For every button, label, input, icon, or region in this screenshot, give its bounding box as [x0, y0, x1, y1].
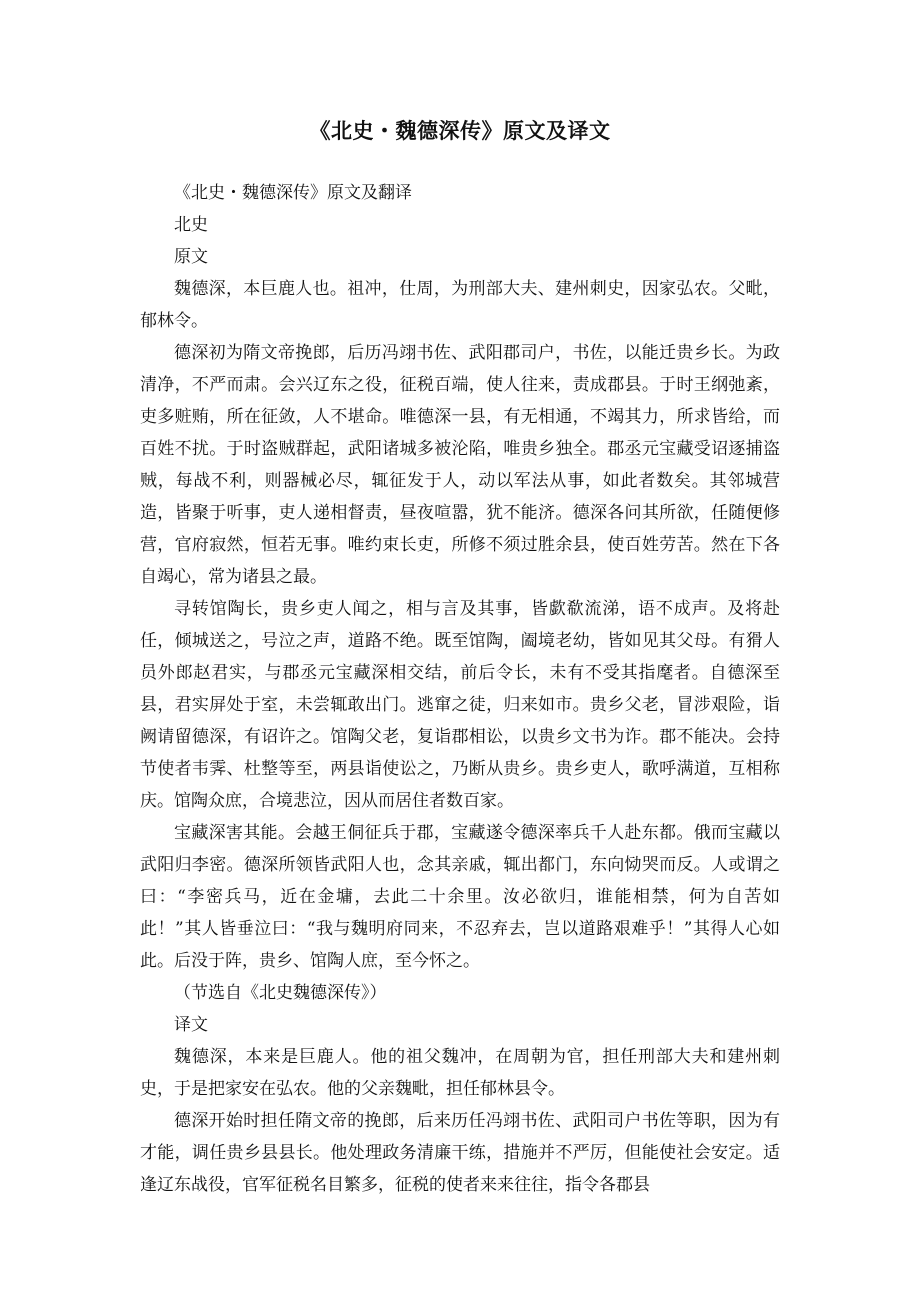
excerpt-source-note: （节选自《北史魏德深传》）	[174, 983, 387, 1003]
section-heading-translation: 译文	[174, 1015, 208, 1035]
subtitle-line: 《北史・魏德深传》原文及翻译	[174, 183, 412, 203]
translation-paragraph: 德深开始时担任隋文帝的挽郎，后来历任冯翊书佐、武阳司户书佐等职，因为有才能，调任贵乡县县长。他处理政务清廉干练，措施并不严厉，但能使社会安定。适逢辽东战役，官军征税名目繁多，征税的使者来来往往，指令各郡县	[140, 1111, 780, 1195]
original-paragraph: 寻转馆陶长，贵乡吏人闻之，相与言及其事，皆歔欷流涕，语不成声。及将赴任，倾城送之，号泣之声，道路不绝。既至馆陶，阖境老幼，皆如见其父母。有猾人员外郎赵君实，与郡丞元宝藏深相交结，前后令长，未有不受其指麾者。自德深至县，君实屏处于室，未尝辄敢出门。逃窜之徒，归来如市。贵乡父老，冒涉艰险，诣阙请留德深，有诏许之。馆陶父老，复诣郡相讼，以贵乡文书为诈。郡不能决。会持节使者韦霁、杜整等至，两县诣使讼之，乃断从贵乡。贵乡吏人，歌呼满道，互相称庆。馆陶众庶，合境悲泣，因从而居住者数百家。	[140, 599, 780, 811]
original-paragraph: 德深初为隋文帝挽郎，后历冯翊书佐、武阳郡司户，书佐，以能迁贵乡长。为政清净，不严而肃。会兴辽东之役，征税百端，使人往来，责成郡县。于时王纲弛紊，吏多赃贿，所在征敛，人不堪命。唯德深一县，有无相通，不竭其力，所求皆给，而百姓不扰。于时盗贼群起，武阳诸城多被沦陷，唯贵乡独全。郡丞元宝藏受诏逐捕盗贼，每战不利，则器械必尽，辄征发于人，动以军法从事，如此者数矣。其邻城营造，皆聚于听事，吏人递相督责，昼夜喧嚣，犹不能济。德深各问其所欲，任随便修营，官府寂然，恒若无事。唯约束长吏，所修不须过胜余县，使百姓劳苦。然在下各自竭心，常为诸县之最。	[140, 343, 780, 587]
document-title: 《北史・魏德深传》原文及译文	[309, 118, 611, 143]
source-label: 北史	[174, 215, 208, 235]
section-heading-original: 原文	[174, 247, 208, 267]
original-paragraph: 魏德深，本巨鹿人也。祖冲，仕周，为刑部大夫、建州刺史，因家弘农。父毗，郁林令。	[140, 279, 780, 331]
original-paragraph: 宝藏深害其能。会越王侗征兵于郡，宝藏遂令德深率兵千人赴东都。俄而宝藏以武阳归李密。德深所领皆武阳人也，念其亲戚，辄出都门，东向恸哭而反。人或谓之曰：“李密兵马，近在金墉，去此二十余里。汝必欲归，谁能相禁，何为自苦如此！”其人皆垂泣曰：“我与魏明府同来，不忍弃去，岂以道路艰难乎！”其得人心如此。后没于阵，贵乡、馆陶人庶，至今怀之。	[140, 823, 780, 971]
document-body	[140, 177, 780, 1201]
translation-paragraph: 魏德深，本来是巨鹿人。他的祖父魏冲，在周朝为官，担任刑部大夫和建州刺史，于是把家安在弘农。他的父亲魏毗，担任郁林县令。	[140, 1047, 780, 1099]
